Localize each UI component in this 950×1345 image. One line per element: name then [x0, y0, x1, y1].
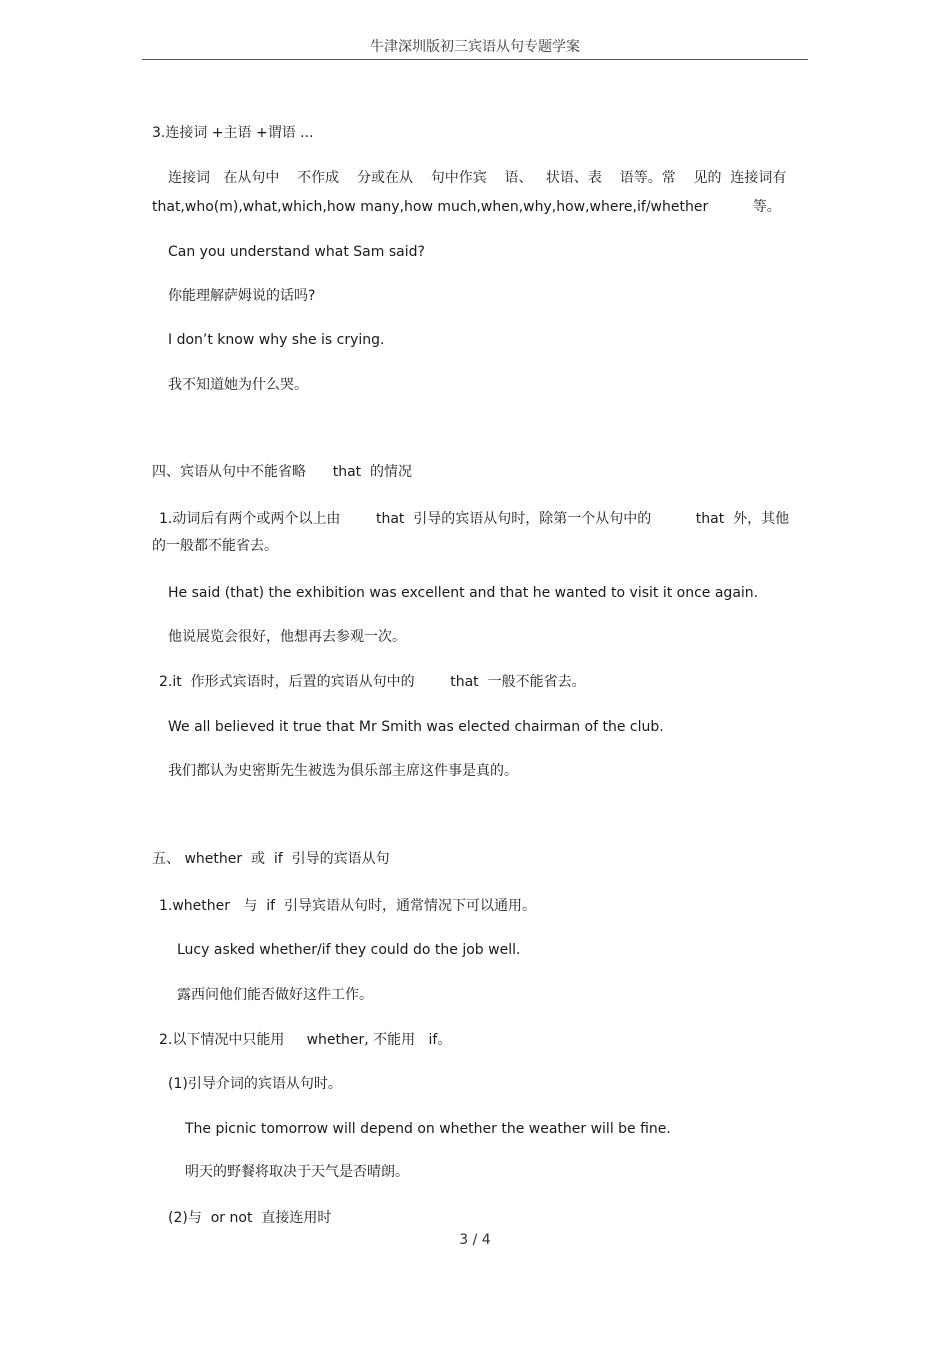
section-4-example-2-chinese: 我们都认为史密斯先生被选为俱乐部主席这件事是真的。: [168, 763, 518, 779]
section-5-point-2-item-1: (1)引导介词的宾语从句时。: [168, 1076, 342, 1092]
section-3-example-2-english: I don’t know why she is crying.: [168, 332, 385, 348]
section-3-heading: 3.连接词 +主语 +谓语 ...: [152, 125, 314, 141]
section-4-example-1-english: He said (that) the exhibition was excellent and that he wanted to visit it once again.: [168, 585, 759, 601]
section-5-example-2-english: The picnic tomorrow will depend on whether the weather will be fine.: [185, 1121, 671, 1137]
section-4-point-1-line-2: 的一般都不能省去。: [152, 538, 278, 554]
section-5-example-1-chinese: 露西问他们能否做好这件工作。: [177, 987, 373, 1003]
section-3-description-line-1: 连接词 在从句中 不作成 分或在从 句中作宾 语、 状语、表 语等。常 见的 连接词有: [168, 170, 787, 186]
section-4-point-2: 2.it 作形式宾语时，后置的宾语从句中的 that 一般不能省去。: [159, 674, 586, 690]
header-divider: [142, 59, 808, 60]
section-4-example-2-english: We all believed it true that Mr Smith was elected chairman of the club.: [168, 719, 664, 735]
section-4-heading: 四、宾语从句中不能省略 that 的情况: [152, 464, 413, 480]
section-4-point-1-line-1: 1.动词后有两个或两个以上由 that 引导的宾语从句时，除第一个从句中的 that 外，其他: [159, 511, 790, 527]
section-3-example-1-english: Can you understand what Sam said?: [168, 244, 425, 260]
page-number: 3 / 4: [459, 1232, 491, 1248]
section-5-example-1-english: Lucy asked whether/if they could do the job well.: [177, 942, 521, 958]
section-3-example-2-chinese: 我不知道她为什么哭。: [168, 377, 308, 393]
section-5-point-2: 2.以下情况中只能用 whether, 不能用 if。: [159, 1032, 452, 1048]
section-5-point-1: 1.whether 与 if 引导宾语从句时，通常情况下可以通用。: [159, 898, 536, 914]
section-5-example-2-chinese: 明天的野餐将取决于天气是否晴朗。: [185, 1164, 409, 1180]
page-header-title: 牛津深圳版初三宾语从句专题学案: [370, 39, 580, 55]
section-3-description-line-2: that,who(m),what,which,how many,how much,when,why,how,where,if/whether 等。: [152, 199, 781, 215]
section-3-example-1-chinese: 你能理解萨姆说的话吗?: [168, 288, 316, 304]
section-5-point-2-item-2: (2)与 or not 直接连用时: [168, 1210, 332, 1226]
section-4-example-1-chinese: 他说展览会很好，他想再去参观一次。: [168, 629, 406, 645]
section-5-heading: 五、 whether 或 if 引导的宾语从句: [152, 851, 390, 867]
